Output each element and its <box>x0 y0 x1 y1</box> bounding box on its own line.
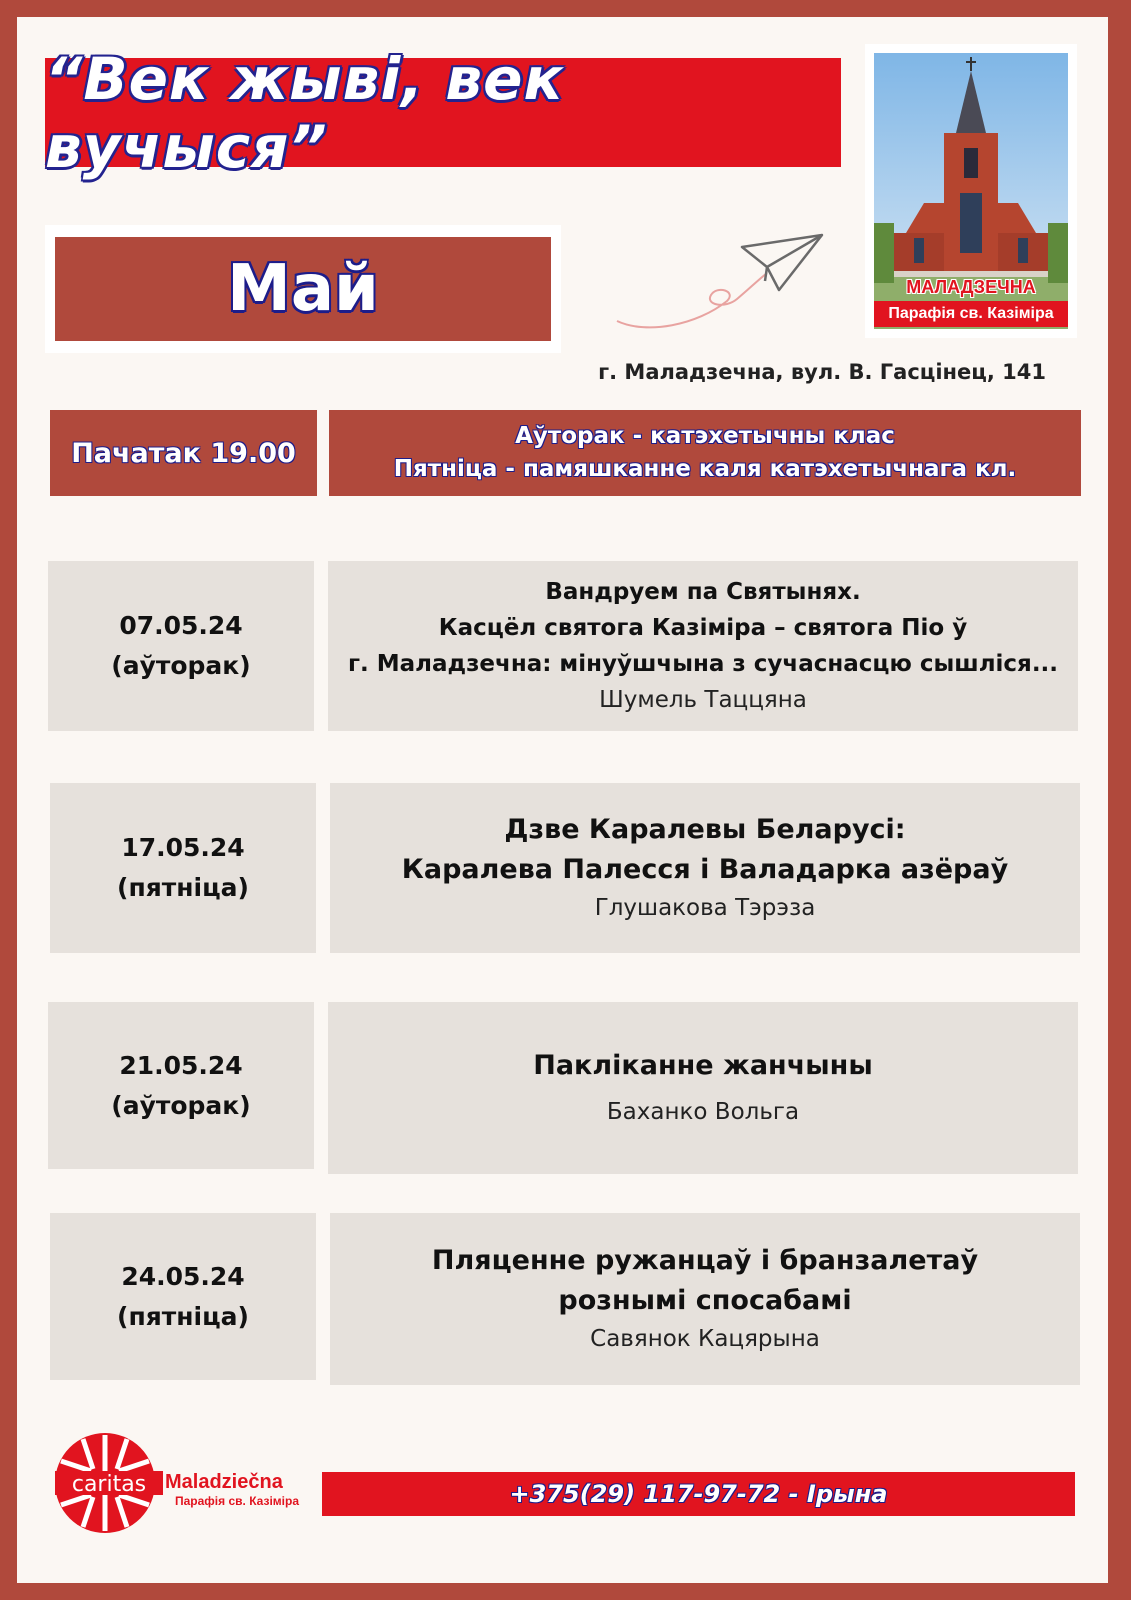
start-time-box <box>50 410 317 496</box>
month-label: Май <box>227 252 379 326</box>
event-title-line: Вандруем па Святынях. <box>545 579 861 605</box>
event-topic-cell <box>330 1213 1080 1385</box>
poster-sheet <box>17 17 1108 1583</box>
event-weekday: (аўторак) <box>111 651 251 680</box>
church-photo-frame <box>865 44 1077 338</box>
event-topic-cell <box>328 561 1078 731</box>
event-date-cell <box>48 1002 314 1169</box>
days-line-friday: Пятніца - памяшканне каля катэхетычнага кл. <box>393 456 1017 482</box>
event-date-cell <box>48 561 314 731</box>
paper-plane-icon <box>607 225 827 335</box>
event-title-line: Пакліканне жанчыны <box>533 1050 873 1081</box>
poster-title: “Век жыві, век вучыся” <box>45 44 564 181</box>
logo-word: caritas <box>71 1472 147 1497</box>
event-weekday: (пятніца) <box>117 1301 249 1331</box>
event-title-line: Дзве Каралевы Беларусі: <box>504 814 906 845</box>
event-date: 24.05.24 <box>121 1261 245 1291</box>
event-author: Баханко Вольга <box>606 1099 800 1125</box>
event-topic-cell <box>330 783 1080 953</box>
phone-bar <box>322 1472 1075 1516</box>
event-title-line: Каралева Палесся і Валадарка азёраў <box>401 854 1009 885</box>
event-date: 07.05.24 <box>119 611 243 640</box>
start-time-label: Пачатак 19.00 <box>71 437 296 469</box>
caritas-logo <box>53 1431 313 1535</box>
days-info-box <box>329 410 1081 496</box>
event-title-line: г. Маладзечна: мінуўшчына з сучаснасцю сышліся... <box>347 651 1059 677</box>
month-box <box>55 237 551 341</box>
event-weekday: (пятніца) <box>117 873 249 902</box>
contact-phone: +375(29) 117-97-72 - Ірына <box>509 1480 888 1508</box>
event-weekday: (аўторак) <box>111 1090 251 1120</box>
event-date: 21.05.24 <box>119 1050 243 1080</box>
logo-city: Maladziečna <box>165 1471 283 1493</box>
days-line-tuesday: Аўторак - катэхетычны клас <box>515 423 895 449</box>
title-banner <box>45 44 841 181</box>
event-author: Глушакова Тэрэза <box>594 895 816 921</box>
event-title-line: рознымі спосабамі <box>558 1285 852 1316</box>
event-author: Шумель Таццяна <box>599 687 807 713</box>
address-text: г. Маладзечна, вул. В. Гасцінец, 141 <box>598 360 1046 384</box>
logo-parish: Парафія св. Казіміра <box>175 1494 299 1508</box>
church-photo <box>874 53 1068 329</box>
event-topic-cell <box>328 1002 1078 1174</box>
event-date-cell <box>50 1213 316 1380</box>
event-title-line: Пляценне ружанцаў і бранзалетаў <box>431 1245 979 1276</box>
church-parish-label: Парафія св. Казіміра <box>874 301 1068 327</box>
event-date: 17.05.24 <box>121 833 245 862</box>
month-frame <box>45 225 561 353</box>
event-date-cell <box>50 783 316 953</box>
church-city-label: МАЛАДЗЕЧНА <box>906 277 1036 297</box>
event-author: Савянок Кацярына <box>590 1326 820 1352</box>
event-title-line: Касцёл святога Казіміра – святога Піо ў <box>438 615 968 641</box>
